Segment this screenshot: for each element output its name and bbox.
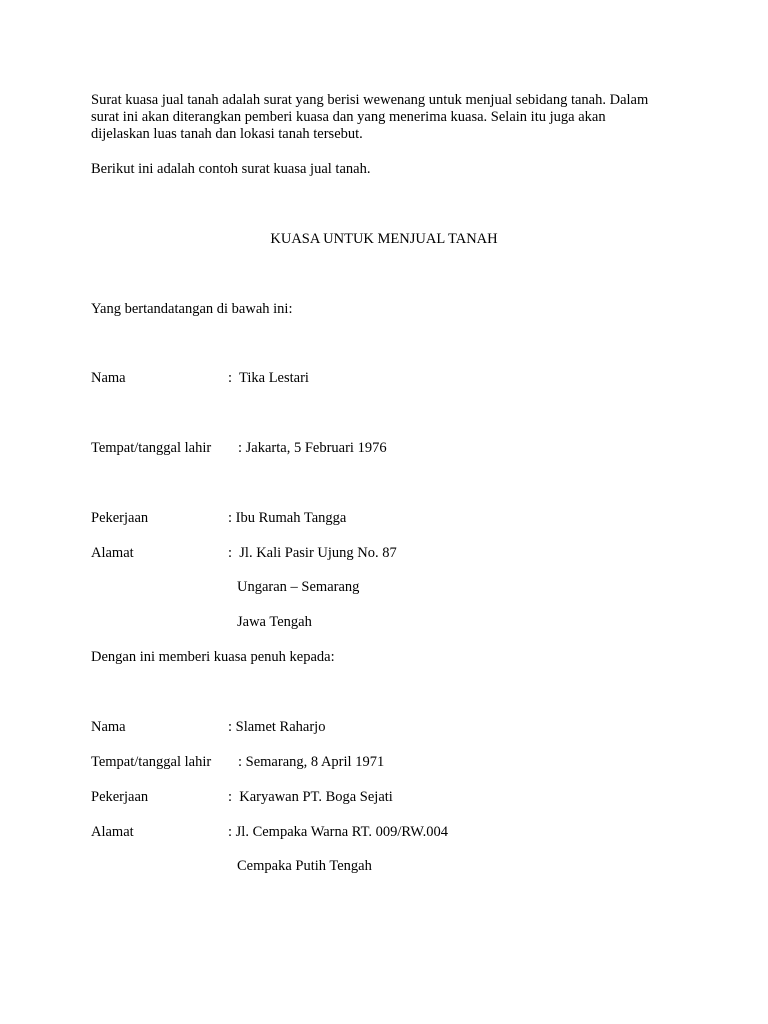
grantor-job-label: Pekerjaan [91, 510, 149, 526]
intro-line-1: Surat kuasa jual tanah adalah surat yang berisi wewenang untuk menjual sebidang tanah. Dalam [91, 92, 649, 108]
grantor-address-row [91, 544, 711, 562]
grantor-name-row [91, 369, 711, 387]
grantee-name-row [91, 718, 711, 736]
grantee-birth-value: : Semarang, 8 April 1971 [238, 754, 385, 770]
grantor-name-value: : Tika Lestari [228, 370, 309, 386]
grantor-address-line3-row [91, 613, 711, 631]
grantee-address-line2-row [91, 857, 711, 875]
grantor-job-value: : Ibu Rumah Tangga [228, 510, 347, 526]
grantor-address-line3: Jawa Tengah [237, 614, 312, 630]
grantee-job-row [91, 788, 711, 806]
document-title: KUASA UNTUK MENJUAL TANAH [270, 231, 498, 247]
grantee-address-label: Alamat [91, 824, 134, 840]
intro-line-3: dijelaskan luas tanah dan lokasi tanah tersebut. [91, 126, 363, 142]
grantee-name-label: Nama [91, 719, 126, 735]
intro-line-2: surat ini akan diterangkan pemberi kuasa dan yang menerima kuasa. Selain itu juga akan [91, 109, 606, 125]
grantor-job-row [91, 509, 711, 527]
grantee-birth-label: Tempat/tanggal lahir [91, 754, 212, 770]
intro-line-4: Berikut ini adalah contoh surat kuasa jual tanah. [91, 161, 371, 177]
grantor-birth-label: Tempat/tanggal lahir [91, 440, 212, 456]
grantor-birth-value: : Jakarta, 5 Februari 1976 [238, 440, 387, 456]
grantee-address-value: : Jl. Cempaka Warna RT. 009/RW.004 [228, 824, 449, 840]
grantee-job-label: Pekerjaan [91, 789, 149, 805]
grant-statement: Dengan ini memberi kuasa penuh kepada: [91, 649, 335, 665]
grantee-birth-row [91, 753, 711, 771]
grantor-birth-row [91, 439, 711, 457]
grantor-address-label: Alamat [91, 545, 134, 561]
grantor-address-line2-row [91, 578, 711, 596]
grantee-address-line2: Cempaka Putih Tengah [237, 858, 372, 874]
grantee-name-value: : Slamet Raharjo [228, 719, 326, 735]
grantor-name-label: Nama [91, 370, 126, 386]
signatory-intro: Yang bertandatangan di bawah ini: [91, 301, 293, 317]
grantee-job-value: : Karyawan PT. Boga Sejati [228, 789, 393, 805]
grantor-address-line2: Ungaran – Semarang [237, 579, 360, 595]
grantee-address-row [91, 823, 711, 841]
grantor-address-value: : Jl. Kali Pasir Ujung No. 87 [228, 545, 397, 561]
